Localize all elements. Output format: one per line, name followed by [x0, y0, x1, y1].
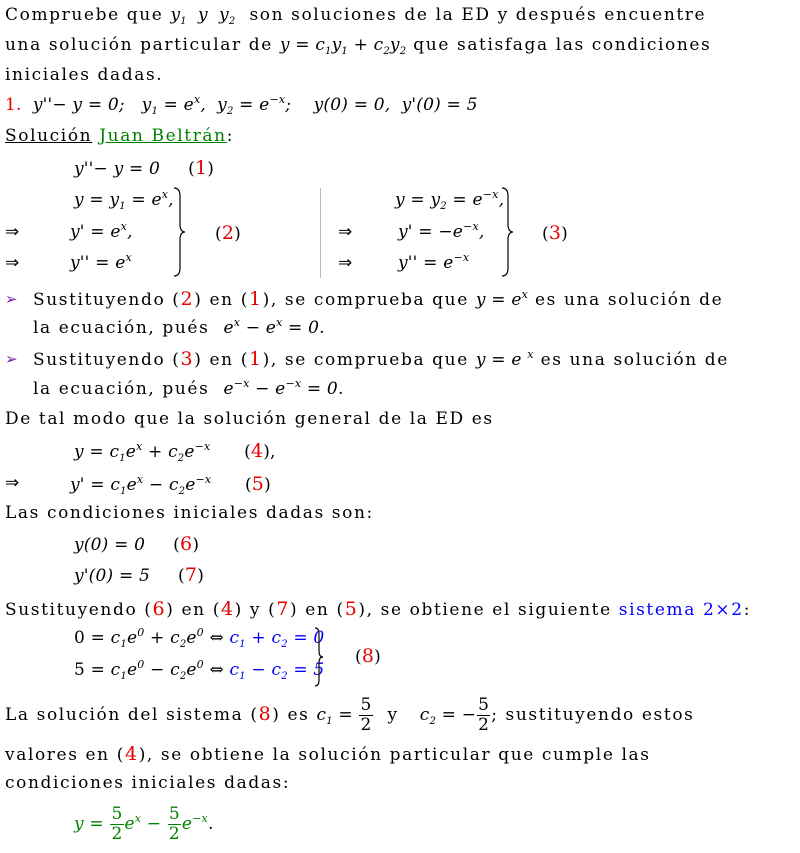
system-text: Sustituyendo (6) en (4) y (7) en (5), se obtiene el siguiente sistema 2×2: [5, 598, 752, 620]
result-line-3: condiciones iniciales dadas: [5, 773, 291, 793]
intro-line-2: una solución particular de $y = c_1y_1 + c_2y_2$ que satisfaga las condiciones [5, 35, 712, 57]
bullet-2-line-2: la ecuación, pués $e^{-x} - e^{-x} = 0$. [33, 377, 344, 399]
intro-line-3: iniciales dadas. [5, 65, 164, 85]
y2-second-derivative: $y'' = e^{-x}$ [398, 251, 470, 273]
equation-6: y(0) = 0 (6) [74, 533, 200, 555]
implies-icon: ⇒ [338, 222, 353, 242]
implies-icon: ⇒ [5, 473, 20, 493]
author-link[interactable]: Juan Beltrán [99, 126, 227, 146]
y1-definition: $y = y_1 = e^x$, [74, 188, 174, 212]
conditions-text: Las condiciones iniciales dadas son: [5, 503, 374, 523]
right-brace-icon [313, 626, 325, 688]
bullet-1-line-2: la ecuación, pués $e^x - e^x = 0$. [33, 316, 325, 338]
intro-line-1: Compruebe que $y_1$ y $y_2$ son soluciones de la ED y después encuentre [5, 5, 707, 27]
implies-icon: ⇒ [338, 253, 353, 273]
system-link[interactable]: sistema [618, 600, 696, 620]
equation-4: $y = c_1e^x + c_2e^{-x}$ (4), [74, 440, 276, 464]
right-brace-icon [172, 186, 186, 278]
right-brace-icon [500, 186, 514, 278]
result-line-1: La solución del sistema (8) es $c_1$ = $\frac{5}{2}$ y $c_2$ = − $\frac{5}{2}$ ; sustituyendo estos [5, 695, 695, 735]
equation-7: y'(0) = 5 (7) [74, 564, 205, 586]
system-equation-1: $0 = c_1e^0 + c_2e^0$ ⇔ $c_1 + c_2 = 0$ [74, 626, 325, 650]
y2-definition: $y = y_2 = e^{-x}$, [395, 188, 505, 212]
implies-icon: ⇒ [5, 222, 20, 242]
equation-5: $y' = c_1e^x - c_2e^{-x}$ (5) [70, 473, 271, 497]
bullet-1: Sustituyendo (2) en (1), se comprueba que $y = e^x$ es una solución de [33, 288, 724, 310]
general-solution-text: De tal modo que la solución general de la ED es [5, 409, 494, 429]
implies-icon: ⇒ [5, 253, 20, 273]
system-equation-2: $5 = c_1e^0 - c_2e^0$ ⇔ $c_1 - c_2 = 5$ [74, 658, 325, 682]
divider [320, 188, 321, 278]
equation-1: y''− y = 0 (1) [74, 157, 215, 179]
result-line-2: valores en (4), se obtiene la solución particular que cumple las [5, 743, 651, 765]
arrow-bullet-icon: ➢ [5, 290, 18, 308]
particular-solution: y = $\frac{5}{2}$ $e^x$ − $\frac{5}{2}$ $e^{-x}$. [74, 804, 214, 844]
tag-2: (2) [215, 222, 241, 244]
arrow-bullet-icon: ➢ [5, 350, 18, 368]
solution-header: Solución Juan Beltrán: [5, 126, 235, 146]
y1-second-derivative: $y'' = e^x$ [70, 251, 132, 273]
tag-3: (3) [542, 222, 568, 244]
y2-derivative: $y' = -e^{-x}$, [398, 220, 485, 242]
y1-derivative: $y' = e^x$, [70, 220, 133, 242]
tag-8: (8) [355, 645, 381, 667]
bullet-2: Sustituyendo (3) en (1), se comprueba que y = e $^x$ es una solución de [33, 348, 729, 370]
problem-statement: 1. y''− y = 0; $y_1 = e^x$, $y_2 = e^{-x}$; y(0) = 0, y'(0) = 5 [5, 93, 478, 117]
